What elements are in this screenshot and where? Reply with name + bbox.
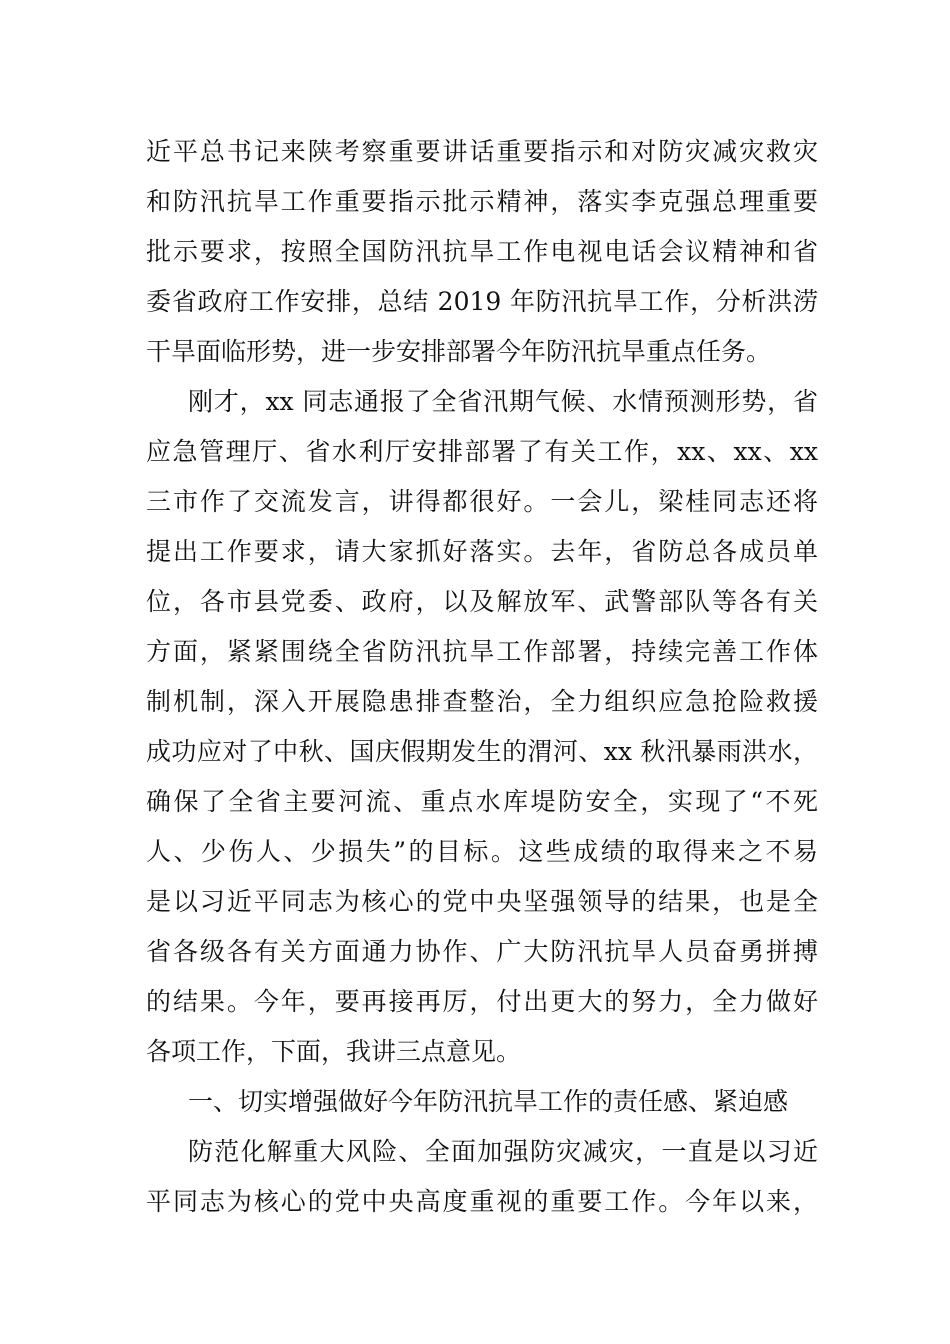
text-line: 干旱面临形势，进一步安排部署今年防汛抗旱重点任务。 bbox=[146, 337, 772, 366]
section-heading: 一、切实增强做好今年防汛抗旱工作的责任感、紧迫感 bbox=[188, 1087, 789, 1116]
text-line: 应急管理厅、省水利厅安排部署了有关工作，xx、xx、xx bbox=[146, 437, 818, 466]
text-line: 的结果。今年，要再接再厉，付出更大的努力，全力做好 bbox=[146, 987, 818, 1016]
text-line: 平同志为核心的党中央高度重视的重要工作。今年以来， bbox=[146, 1187, 818, 1216]
text-line: 和防汛抗旱工作重要指示批示精神，落实李克强总理重要 bbox=[146, 187, 818, 216]
text-line: 方面，紧紧围绕全省防汛抗旱工作部署，持续完善工作体 bbox=[146, 637, 818, 666]
text-line: 刚才，xx 同志通报了全省汛期气候、水情预测形势，省 bbox=[188, 387, 818, 416]
text-line: 委省政府工作安排，总结 2019 年防汛抗旱工作，分析洪涝 bbox=[146, 287, 818, 316]
text-line: 批示要求，按照全国防汛抗旱工作电视电话会议精神和省 bbox=[146, 237, 818, 266]
text-line: 近平总书记来陕考察重要讲话重要指示和对防灾减灾救灾 bbox=[146, 137, 818, 166]
text-line: 三市作了交流发言，讲得都很好。一会儿，梁桂同志还将 bbox=[146, 487, 818, 516]
text-line: 位，各市县党委、政府，以及解放军、武警部队等各有关 bbox=[146, 587, 818, 616]
text-line: 是以习近平同志为核心的党中央坚强领导的结果，也是全 bbox=[146, 887, 818, 916]
text-line: 人、少伤人、少损失”的目标。这些成绩的取得来之不易 bbox=[146, 837, 818, 866]
text-line: 防范化解重大风险、全面加强防灾减灾，一直是以习近 bbox=[188, 1137, 818, 1166]
text-line: 成功应对了中秋、国庆假期发生的渭河、xx 秋汛暴雨洪水， bbox=[146, 737, 818, 766]
text-line: 各项工作，下面，我讲三点意见。 bbox=[146, 1037, 522, 1066]
body-text bbox=[146, 127, 818, 1227]
text-line: 确保了全省主要河流、重点水库堤防安全，实现了“不死 bbox=[146, 787, 818, 816]
text-line: 提出工作要求，请大家抓好落实。去年，省防总各成员单 bbox=[146, 537, 818, 566]
text-line: 制机制，深入开展隐患排查整治，全力组织应急抢险救援 bbox=[146, 687, 818, 716]
text-line: 省各级各有关方面通力协作、广大防汛抗旱人员奋勇拼搏 bbox=[146, 937, 818, 966]
